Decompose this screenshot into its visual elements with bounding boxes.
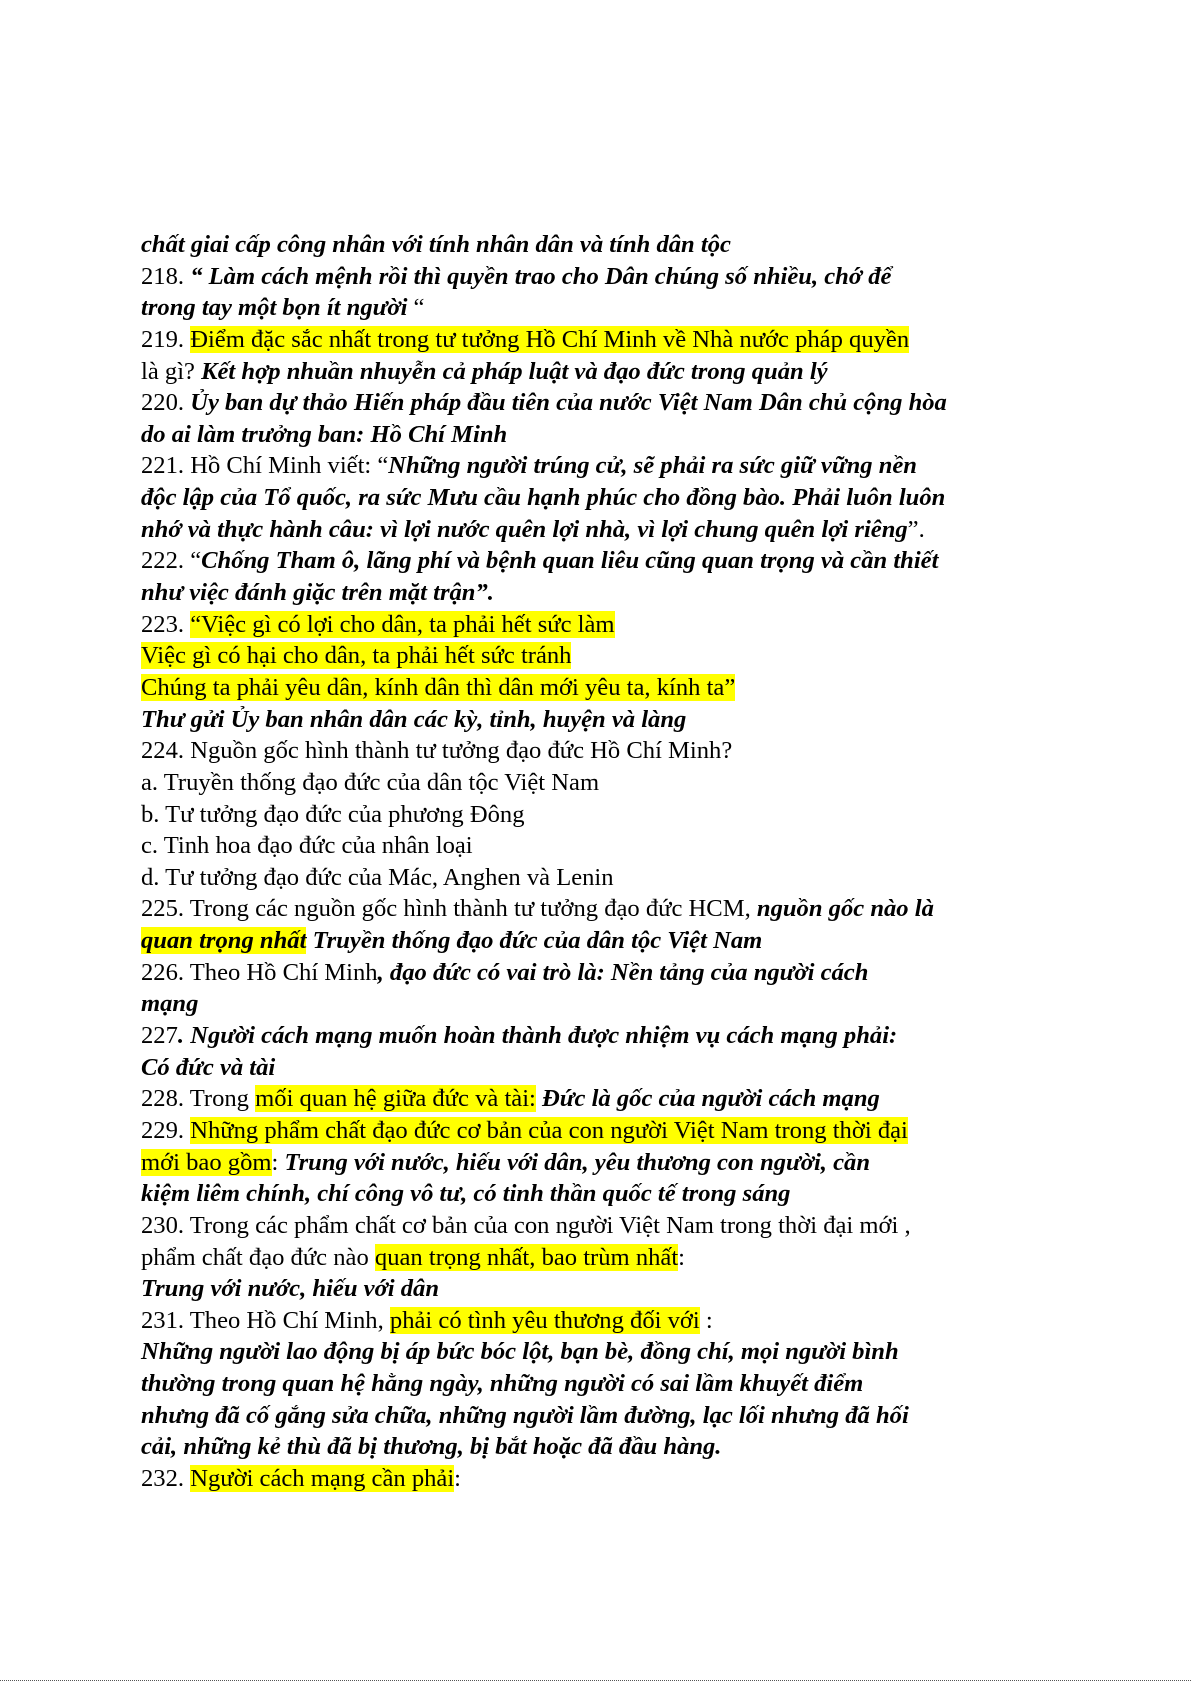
- highlighted-text: quan trọng nhất, bao trùm nhất: [374, 1243, 679, 1271]
- text-segment: 227: [141, 1022, 178, 1050]
- text-segment: 229.: [141, 1116, 191, 1144]
- text-line: [141, 767, 1071, 799]
- text-line: [141, 957, 1071, 989]
- bold-italic-text: Ủy ban dự thảo Hiến pháp đầu tiên của nước Việt Nam Dân chủ cộng hòa: [190, 389, 947, 417]
- text-line: [141, 830, 1071, 862]
- bold-italic-text: Đức là gốc của người cách mạng: [542, 1085, 880, 1113]
- text-segment: 226. Theo Hồ Chí Minh: [141, 958, 378, 986]
- text-segment: :: [271, 1148, 285, 1176]
- text-line: [141, 577, 1071, 609]
- text-line: [141, 735, 1071, 767]
- bold-italic-text: Truyền thống đạo đức của dân tộc Việt Nam: [306, 927, 763, 955]
- bold-italic-text: kiệm liêm chính, chí công vô tư, có tinh thần quốc tế trong sáng: [141, 1180, 791, 1208]
- text-line: [141, 419, 1071, 451]
- highlighted-text: phải có tình yêu thương đối với: [389, 1306, 700, 1334]
- text-segment: 219.: [141, 325, 191, 353]
- text-segment: “: [407, 294, 425, 322]
- text-line: [141, 1336, 1071, 1368]
- text-line: [141, 1178, 1071, 1210]
- text-line: [141, 925, 1071, 957]
- text-line: [141, 1400, 1071, 1432]
- text-line: [141, 862, 1071, 894]
- text-line: [141, 387, 1071, 419]
- text-line: [141, 514, 1071, 546]
- highlighted-text: Những phẩm chất đạo đức cơ bản của con người Việt Nam trong thời đại: [190, 1116, 908, 1144]
- text-segment: 230. Trong các phẩm chất cơ bản của con người Việt Nam trong thời đại mới ,: [141, 1211, 911, 1239]
- highlighted-text: mối quan hệ giữa đức và tài:: [255, 1085, 536, 1113]
- bold-italic-text: chất giai cấp công nhân với tính nhân dân và tính dân tộc: [141, 231, 731, 258]
- text-line: [141, 1115, 1071, 1147]
- text-line: [141, 261, 1071, 293]
- bold-italic-text: Trung với nước, hiếu với dân, yêu thương con người, cần: [284, 1148, 870, 1176]
- text-line: [141, 1431, 1071, 1463]
- text-segment: phẩm chất đạo đức nào: [141, 1243, 375, 1271]
- bold-italic-text: do ai làm trưởng ban: Hồ Chí Minh: [141, 420, 508, 448]
- highlighted-text: Điểm đặc sắc nhất trong tư tưởng Hồ Chí Minh về Nhà nước pháp quyền: [190, 325, 910, 353]
- bold-italic-text: như việc đánh giặc trên mặt trận”.: [141, 579, 494, 607]
- bold-italic-text: Kết hợp nhuần nhuyễn cả pháp luật và đạo đức trong quản lý: [201, 357, 828, 385]
- text-segment: là gì?: [141, 357, 202, 385]
- text-segment: 225. Trong các nguồn gốc hình thành tư tưởng đạo đức HCM,: [141, 895, 757, 923]
- text-line: [141, 704, 1071, 736]
- text-line: [141, 1147, 1071, 1179]
- text-line: [141, 1273, 1071, 1305]
- text-segment: 231. Theo Hồ Chí Minh,: [141, 1306, 390, 1334]
- text-segment: :: [454, 1464, 462, 1492]
- text-line: [141, 229, 1071, 261]
- text-line: [141, 450, 1071, 482]
- text-line: [141, 672, 1071, 704]
- text-line: [141, 1305, 1071, 1337]
- text-segment: d. Tư tưởng đạo đức của Mác, Anghen và Lenin: [141, 863, 614, 891]
- bold-italic-text: Chống Tham ô, lãng phí và bệnh quan liêu cũng quan trọng và cần thiết: [201, 547, 939, 575]
- text-line: [141, 1463, 1071, 1495]
- bold-italic-text: nhưng đã cố gắng sửa chữa, những người lầm đường, lạc lối nhưng đã hối: [141, 1401, 909, 1429]
- highlighted-text: quan trọng nhất: [141, 927, 307, 955]
- bold-italic-text: Trung với nước, hiếu với dân: [141, 1275, 440, 1303]
- bold-italic-text: “ Làm cách mệnh rồi thì quyền trao cho Dân chúng số nhiều, chớ để: [190, 262, 892, 290]
- text-segment: ”.: [907, 515, 925, 543]
- text-line: [141, 1242, 1071, 1274]
- text-segment: 218.: [141, 262, 191, 290]
- highlighted-text: Chúng ta phải yêu dân, kính dân thì dân mới yêu ta, kính ta”: [141, 673, 736, 701]
- highlighted-text: Người cách mạng cần phải: [190, 1464, 455, 1492]
- bold-italic-text: Những người trúng cử, sẽ phải ra sức giữ vững nền: [388, 452, 917, 480]
- bold-italic-text: cải, những kẻ thù đã bị thương, bị bắt hoặc đã đầu hàng.: [141, 1433, 722, 1461]
- text-segment: a. Truyền thống đạo đức của dân tộc Việt Nam: [141, 768, 600, 796]
- bold-italic-text: thường trong quan hệ hằng ngày, những người có sai lầm khuyết điểm: [141, 1370, 864, 1398]
- bold-italic-text: Có đức và tài: [141, 1053, 276, 1081]
- text-line: [141, 1368, 1071, 1400]
- text-segment: 224. Nguồn gốc hình thành tư tưởng đạo đức Hồ Chí Minh?: [141, 737, 733, 765]
- text-line: [141, 609, 1071, 641]
- bold-italic-text: Những người lao động bị áp bức bóc lột, bạn bè, đồng chí, mọi người bình: [141, 1338, 899, 1366]
- text-segment: c. Tinh hoa đạo đức của nhân loại: [141, 832, 473, 860]
- text-line: [141, 1210, 1071, 1242]
- text-line: [141, 988, 1071, 1020]
- text-segment: 220.: [141, 389, 191, 417]
- bold-italic-text: Thư gửi Ủy ban nhân dân các kỳ, tỉnh, huyện và làng: [141, 705, 687, 733]
- text-segment: :: [699, 1306, 713, 1334]
- bold-italic-text: mạng: [141, 990, 199, 1018]
- text-line: [141, 640, 1071, 672]
- text-line: [141, 324, 1071, 356]
- text-line: [141, 545, 1071, 577]
- bold-italic-text: nguồn gốc nào là: [756, 895, 934, 923]
- bold-italic-text: độc lập của Tổ quốc, ra sức Mưu cầu hạnh phúc cho đồng bào. Phải luôn luôn: [141, 484, 946, 512]
- text-line: [141, 292, 1071, 324]
- highlighted-text: Việc gì có hại cho dân, ta phải hết sức tránh: [141, 642, 572, 670]
- text-line: [141, 482, 1071, 514]
- text-line: [141, 893, 1071, 925]
- highlighted-text: “Việc gì có lợi cho dân, ta phải hết sức làm: [190, 610, 615, 638]
- bold-italic-text: nhớ và thực hành câu: vì lợi nước quên lợi nhà, vì lợi chung quên lợi riêng: [141, 515, 908, 543]
- text-segment: 222. “: [141, 547, 202, 575]
- text-segment: b. Tư tưởng đạo đức của phương Đông: [141, 800, 525, 828]
- document-body: [141, 229, 1071, 1495]
- text-segment: 221. Hồ Chí Minh viết: “: [141, 452, 389, 480]
- bold-italic-text: . Người cách mạng muốn hoàn thành được nhiệm vụ cách mạng phải:: [177, 1022, 898, 1050]
- highlighted-text: mới bao gồm: [141, 1148, 272, 1176]
- text-segment: :: [678, 1243, 686, 1271]
- bold-italic-text: trong tay một bọn ít người: [141, 294, 408, 322]
- text-line: [141, 799, 1071, 831]
- text-segment: 223.: [141, 610, 191, 638]
- text-line: [141, 1052, 1071, 1084]
- page-bottom-border: [0, 1680, 1191, 1681]
- text-segment: 232.: [141, 1464, 191, 1492]
- text-line: [141, 1083, 1071, 1115]
- text-line: [141, 356, 1071, 388]
- text-line: [141, 1020, 1071, 1052]
- bold-italic-text: , đạo đức có vai trò là: Nền tảng của người cách: [377, 958, 869, 986]
- text-segment: 228. Trong: [141, 1085, 256, 1113]
